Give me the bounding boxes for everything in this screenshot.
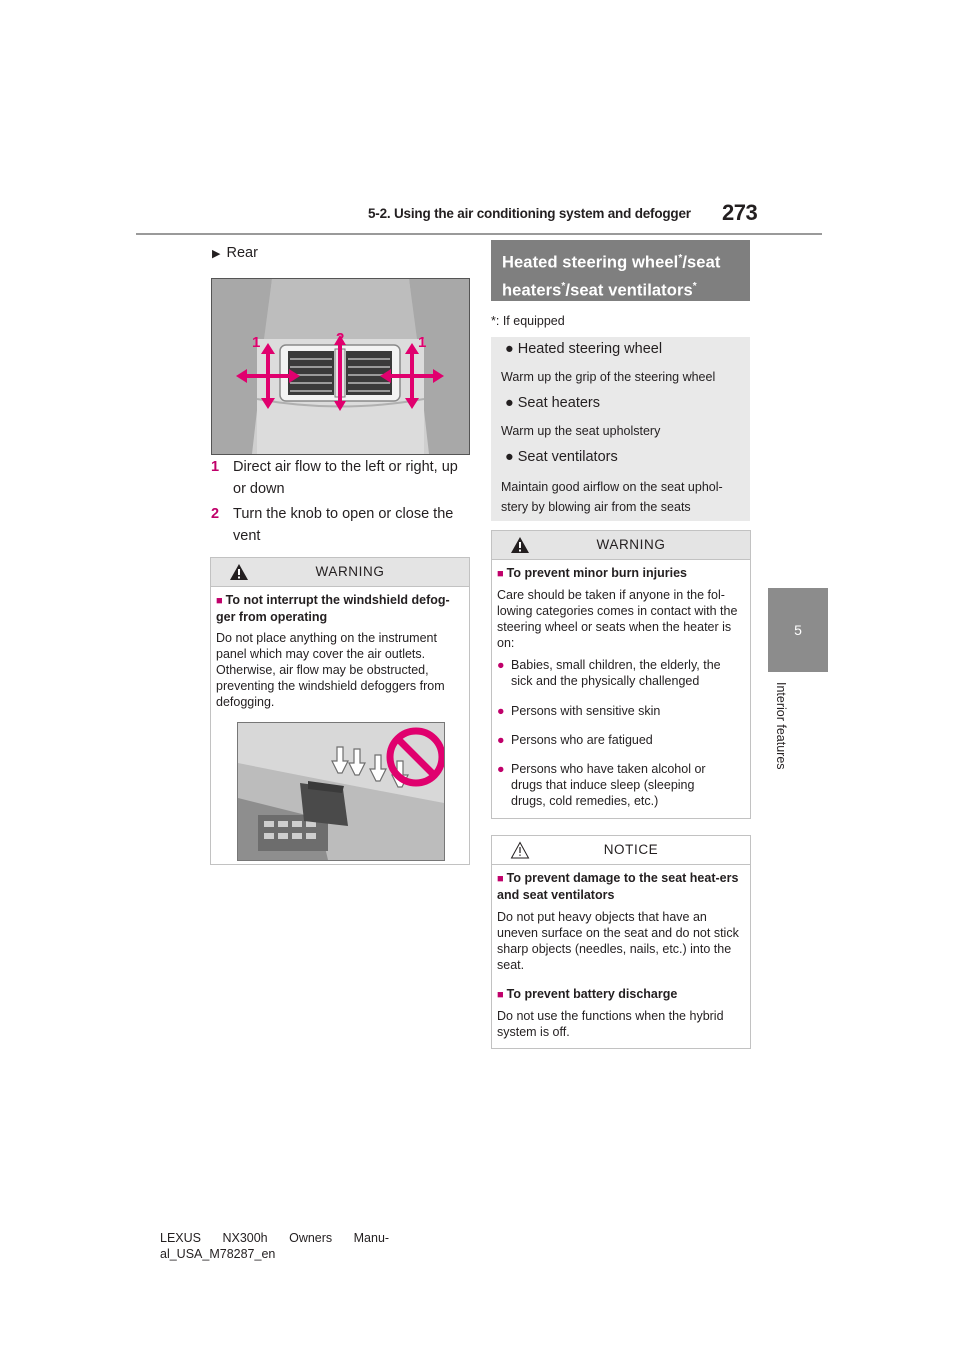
step-1 bbox=[211, 456, 473, 500]
feature-title: Heated steering wheel bbox=[517, 341, 663, 357]
rear-vent-illustration bbox=[212, 279, 469, 454]
warning-box-defogger bbox=[210, 557, 470, 865]
warning-title: WARNING bbox=[315, 564, 385, 579]
bullet-icon: ● bbox=[497, 762, 505, 776]
step-1-number: 1 bbox=[211, 459, 220, 475]
callout-2: 2 bbox=[336, 330, 345, 347]
footer bbox=[160, 1230, 389, 1262]
notice-body-2: Do not use the functions when the hybrid system is off. bbox=[497, 1009, 724, 1039]
warning-header bbox=[211, 558, 469, 587]
notice-header bbox=[492, 836, 750, 865]
notice-heading-2-text: To prevent battery discharge bbox=[506, 987, 678, 1001]
notice-title: NOTICE bbox=[603, 842, 659, 857]
footnote-text: If equipped bbox=[502, 314, 565, 328]
step-1-text: Direct air flow to the left or right, up or down bbox=[233, 459, 458, 497]
bullet-icon: ● bbox=[505, 341, 514, 357]
warning-box-burn bbox=[491, 530, 751, 819]
square-bullet-icon: ■ bbox=[497, 989, 504, 1001]
footer-line-1: LEXUS NX300h Owners Manu- bbox=[160, 1231, 390, 1245]
section-heading bbox=[491, 240, 750, 301]
rear-subheading bbox=[212, 245, 258, 261]
section-heading-line1 bbox=[502, 247, 750, 275]
bullet-icon: ● bbox=[505, 449, 514, 465]
feature-seat-heaters bbox=[505, 395, 600, 411]
feature-desc: Warm up the seat upholstery bbox=[501, 424, 661, 438]
header-rule bbox=[136, 233, 822, 235]
asterisk-3: * bbox=[692, 280, 697, 292]
features-box bbox=[491, 337, 750, 521]
feature-desc: Warm up the grip of the steering wheel bbox=[501, 370, 716, 384]
step-2 bbox=[211, 503, 473, 547]
notice-body-1: Do not put heavy objects that have an uneven surface on the seat and do not stick sharp objects (needles, nails, etc.) into the seat. bbox=[497, 910, 739, 972]
warning-bullet bbox=[497, 761, 731, 809]
step-2-number: 2 bbox=[211, 506, 220, 522]
warning-bullet-text: Persons with sensitive skin bbox=[511, 704, 661, 718]
dashboard-figure bbox=[237, 722, 445, 861]
callout-1-left: 1 bbox=[252, 334, 261, 351]
square-bullet-icon: ■ bbox=[497, 873, 504, 885]
warning-heading-text: To not interrupt the windshield defog-ger from operating bbox=[216, 593, 450, 624]
footer-line-2: al_USA_M78287_en bbox=[160, 1247, 276, 1261]
heading-part-steering: Heated steering wheel bbox=[502, 253, 679, 272]
warning-heading-text: To prevent minor burn injuries bbox=[506, 566, 687, 580]
warning-bullet-text: Babies, small children, the elderly, the sick and the physically challenged bbox=[511, 658, 721, 688]
warning-body: Do not place anything on the instrument panel which may cover the air outlets. Otherwise, air flow may be obstructed, preventing the windshield defoggers from defogging. bbox=[216, 631, 445, 709]
asterisk-1: * bbox=[678, 253, 683, 264]
chapter-label bbox=[770, 682, 792, 794]
warning-body: Care should be taken if anyone in the fol-lowing categories comes in contact with the steering wheel or seats when the heater is on: bbox=[497, 588, 738, 650]
section-heading-line2 bbox=[502, 275, 750, 303]
notice-box bbox=[491, 835, 751, 1049]
bullet-icon: ● bbox=[497, 704, 505, 718]
feature-heated-steering-wheel bbox=[505, 341, 662, 357]
step-2-text: Turn the knob to open or close the vent bbox=[233, 506, 454, 544]
notice-heading-1-text: To prevent damage to the seat heat-ers and seat ventilators bbox=[497, 871, 739, 902]
warning-heading bbox=[497, 565, 747, 582]
feature-desc: Maintain good airflow on the seat uphol-stery by blowing air from the seats bbox=[501, 480, 723, 514]
warning-heading bbox=[216, 592, 466, 625]
chapter-label-text: Interior features bbox=[774, 682, 788, 770]
bullet-icon: ● bbox=[505, 395, 514, 411]
warning-bullet-text: Persons who have taken alcohol or drugs that induce sleep (sleeping drugs, cold remedies, etc.) bbox=[511, 762, 706, 808]
warning-bullet-text: Persons who are fatigued bbox=[511, 733, 653, 747]
triangle-bullet-icon: ▶ bbox=[212, 248, 221, 260]
asterisk-2: * bbox=[561, 280, 566, 292]
rear-subheading-text: Rear bbox=[226, 245, 258, 261]
warning-title: WARNING bbox=[596, 537, 666, 552]
square-bullet-icon: ■ bbox=[216, 595, 223, 607]
warning-bullet bbox=[497, 657, 743, 689]
feature-title: Seat heaters bbox=[517, 395, 600, 411]
footnote-mark: *: bbox=[491, 314, 500, 328]
heading-part-heaters: heaters bbox=[502, 281, 562, 299]
square-bullet-icon: ■ bbox=[497, 568, 504, 580]
footnote bbox=[491, 314, 565, 328]
notice-heading-1 bbox=[497, 870, 747, 903]
chapter-number-tab: 5 bbox=[768, 588, 828, 672]
rear-vent-figure bbox=[211, 278, 470, 455]
dashboard-illustration bbox=[238, 723, 444, 860]
section-title: 5-2. Using the air conditioning system and defogger bbox=[368, 206, 691, 221]
heading-part-seat: /seat bbox=[682, 253, 721, 272]
feature-seat-ventilators bbox=[505, 449, 618, 465]
page-number: 273 bbox=[722, 200, 758, 225]
warning-header bbox=[492, 531, 750, 560]
bullet-icon: ● bbox=[497, 658, 505, 672]
notice-heading-2 bbox=[497, 986, 747, 1003]
feature-title: Seat ventilators bbox=[517, 449, 618, 465]
bullet-icon: ● bbox=[497, 733, 505, 747]
heading-part-ventilators: /seat ventilators bbox=[565, 281, 693, 299]
callout-1-right: 1 bbox=[418, 334, 427, 351]
warning-bullet bbox=[497, 732, 743, 748]
warning-bullet bbox=[497, 703, 743, 719]
